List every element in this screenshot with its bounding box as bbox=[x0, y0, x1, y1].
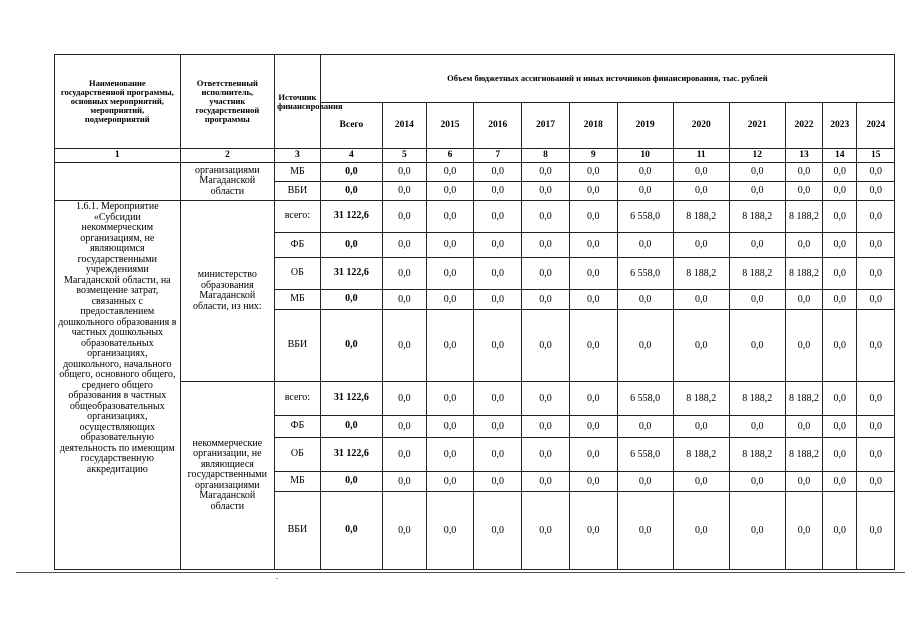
value-cell: 0,0 bbox=[673, 492, 729, 570]
value-cell: 0,0 bbox=[569, 472, 617, 492]
value-cell: 0,0 bbox=[673, 163, 729, 182]
value-cell: 0,0 bbox=[823, 163, 857, 182]
table-row bbox=[55, 163, 895, 182]
column-number: 2 bbox=[180, 149, 274, 163]
source-cell: МБ bbox=[275, 290, 321, 310]
source-cell: ВБИ bbox=[275, 310, 321, 382]
value-cell: 0,0 bbox=[673, 472, 729, 492]
value-cell: 0,0 bbox=[729, 290, 785, 310]
source-cell: МБ bbox=[275, 163, 321, 182]
value-cell: 0,0 bbox=[823, 382, 857, 416]
value-cell: 0,0 bbox=[823, 438, 857, 472]
value-cell: 0,0 bbox=[522, 310, 570, 382]
value-cell: 0,0 bbox=[617, 472, 673, 492]
value-cell: 0,0 bbox=[474, 163, 522, 182]
value-cell: 0,0 bbox=[522, 233, 570, 258]
value-cell: 0,0 bbox=[383, 492, 427, 570]
value-cell: 0,0 bbox=[522, 258, 570, 290]
value-cell: 0,0 bbox=[823, 258, 857, 290]
column-number: 15 bbox=[857, 149, 895, 163]
value-cell: 0,0 bbox=[673, 416, 729, 438]
value-cell: 0,0 bbox=[383, 310, 427, 382]
source-cell: всего: bbox=[275, 201, 321, 233]
value-cell: 0,0 bbox=[785, 472, 822, 492]
value-cell: 0,0 bbox=[569, 492, 617, 570]
total-cell: 0,0 bbox=[320, 310, 382, 382]
total-cell: 0,0 bbox=[320, 163, 382, 182]
value-cell: 0,0 bbox=[857, 258, 895, 290]
value-cell: 0,0 bbox=[785, 290, 822, 310]
value-cell: 0,0 bbox=[857, 233, 895, 258]
value-cell: 0,0 bbox=[569, 416, 617, 438]
value-cell: 8 188,2 bbox=[785, 201, 822, 233]
column-number: 8 bbox=[522, 149, 570, 163]
total-cell: 0,0 bbox=[320, 290, 382, 310]
column-number: 14 bbox=[823, 149, 857, 163]
value-cell: 0,0 bbox=[823, 201, 857, 233]
value-cell: 0,0 bbox=[522, 182, 570, 201]
table-row bbox=[55, 201, 895, 233]
source-cell: ОБ bbox=[275, 438, 321, 472]
column-number: 12 bbox=[729, 149, 785, 163]
value-cell: 6 558,0 bbox=[617, 258, 673, 290]
value-cell: 0,0 bbox=[857, 182, 895, 201]
source-cell: ВБИ bbox=[275, 182, 321, 201]
value-cell: 0,0 bbox=[785, 492, 822, 570]
header-source: Источник финансирования bbox=[275, 55, 321, 149]
value-cell: 0,0 bbox=[383, 258, 427, 290]
column-number: 7 bbox=[474, 149, 522, 163]
header-year: 2023 bbox=[823, 103, 857, 149]
source-cell: ФБ bbox=[275, 416, 321, 438]
value-cell: 8 188,2 bbox=[673, 382, 729, 416]
column-number: 4 bbox=[320, 149, 382, 163]
value-cell: 0,0 bbox=[474, 310, 522, 382]
value-cell: 0,0 bbox=[857, 310, 895, 382]
measure-name: 1.6.1. Мероприятие «Субсидии некоммерческим организациям, не являющимся государственными учреждениями Магаданской области, на возмещение затрат, связанных с предоставлением дошкольного образования в частных дошкольных образовательных организациях, дошкольного, начального общего, основного общего, среднего общего образования в частных общеобразовательных организациях, осуществляющих образовательную деятельность по имеющим государственную аккредитацию bbox=[55, 201, 181, 570]
value-cell: 0,0 bbox=[522, 416, 570, 438]
value-cell: 0,0 bbox=[823, 310, 857, 382]
value-cell: 0,0 bbox=[569, 258, 617, 290]
value-cell: 0,0 bbox=[823, 182, 857, 201]
value-cell: 0,0 bbox=[426, 290, 474, 310]
source-cell: ФБ bbox=[275, 233, 321, 258]
column-number: 13 bbox=[785, 149, 822, 163]
value-cell: 0,0 bbox=[617, 233, 673, 258]
value-cell: 0,0 bbox=[857, 163, 895, 182]
value-cell: 0,0 bbox=[383, 201, 427, 233]
value-cell: 0,0 bbox=[823, 290, 857, 310]
value-cell: 0,0 bbox=[673, 182, 729, 201]
value-cell: 0,0 bbox=[569, 310, 617, 382]
column-number: 3 bbox=[275, 149, 321, 163]
value-cell: 0,0 bbox=[383, 290, 427, 310]
value-cell: 0,0 bbox=[673, 233, 729, 258]
column-number: 6 bbox=[426, 149, 474, 163]
source-cell: ОБ bbox=[275, 258, 321, 290]
header-year: 2019 bbox=[617, 103, 673, 149]
value-cell: 0,0 bbox=[522, 382, 570, 416]
value-cell: 0,0 bbox=[474, 201, 522, 233]
value-cell: 6 558,0 bbox=[617, 438, 673, 472]
value-cell: 0,0 bbox=[474, 416, 522, 438]
value-cell: 8 188,2 bbox=[673, 201, 729, 233]
value-cell: 0,0 bbox=[617, 163, 673, 182]
value-cell: 0,0 bbox=[426, 492, 474, 570]
total-cell: 31 122,6 bbox=[320, 438, 382, 472]
header-year: 2021 bbox=[729, 103, 785, 149]
value-cell: 0,0 bbox=[569, 182, 617, 201]
value-cell: 0,0 bbox=[426, 438, 474, 472]
header-year: 2022 bbox=[785, 103, 822, 149]
value-cell: 0,0 bbox=[474, 182, 522, 201]
empty-name-cell bbox=[55, 163, 181, 201]
value-cell: 0,0 bbox=[383, 233, 427, 258]
value-cell: 0,0 bbox=[426, 472, 474, 492]
value-cell: 0,0 bbox=[617, 310, 673, 382]
value-cell: 0,0 bbox=[617, 290, 673, 310]
value-cell: 0,0 bbox=[785, 310, 822, 382]
value-cell: 0,0 bbox=[474, 492, 522, 570]
source-cell: ВБИ bbox=[275, 492, 321, 570]
executor-cell: некоммерческие организации, не являющиеся государственными организациями Магаданской области bbox=[180, 382, 274, 570]
value-cell: 0,0 bbox=[383, 163, 427, 182]
value-cell: 0,0 bbox=[383, 382, 427, 416]
header-year: 2020 bbox=[673, 103, 729, 149]
value-cell: 0,0 bbox=[729, 182, 785, 201]
value-cell: 0,0 bbox=[673, 290, 729, 310]
header-volume: Объем бюджетных ассигнований и иных источников финансирования, тыс. рублей bbox=[320, 55, 894, 103]
header-year: 2017 bbox=[522, 103, 570, 149]
value-cell: 0,0 bbox=[729, 472, 785, 492]
value-cell: 0,0 bbox=[857, 382, 895, 416]
value-cell: 0,0 bbox=[823, 492, 857, 570]
value-cell: 0,0 bbox=[474, 472, 522, 492]
value-cell: 0,0 bbox=[522, 472, 570, 492]
value-cell: 0,0 bbox=[569, 233, 617, 258]
value-cell: 0,0 bbox=[522, 492, 570, 570]
total-cell: 31 122,6 bbox=[320, 201, 382, 233]
value-cell: 0,0 bbox=[785, 163, 822, 182]
source-cell: МБ bbox=[275, 472, 321, 492]
total-cell: 0,0 bbox=[320, 416, 382, 438]
value-cell: 0,0 bbox=[522, 163, 570, 182]
value-cell: 0,0 bbox=[474, 233, 522, 258]
total-cell: 0,0 bbox=[320, 233, 382, 258]
page-bottom-rule bbox=[16, 572, 905, 573]
value-cell: 0,0 bbox=[426, 233, 474, 258]
value-cell: 0,0 bbox=[729, 492, 785, 570]
value-cell: 0,0 bbox=[474, 382, 522, 416]
total-cell: 31 122,6 bbox=[320, 258, 382, 290]
value-cell: 8 188,2 bbox=[673, 258, 729, 290]
header-total: Всего bbox=[320, 103, 382, 149]
value-cell: 0,0 bbox=[729, 310, 785, 382]
total-cell: 0,0 bbox=[320, 182, 382, 201]
column-number: 9 bbox=[569, 149, 617, 163]
scan-mark bbox=[276, 578, 278, 579]
total-cell: 0,0 bbox=[320, 472, 382, 492]
header-name: Наименование государственной программы, основных мероприятий, мероприятий, подмероприятий bbox=[55, 55, 181, 149]
value-cell: 0,0 bbox=[426, 182, 474, 201]
executor-cell: организациями Магаданской области bbox=[180, 163, 274, 201]
value-cell: 0,0 bbox=[426, 163, 474, 182]
column-number: 5 bbox=[383, 149, 427, 163]
value-cell: 0,0 bbox=[785, 416, 822, 438]
value-cell: 0,0 bbox=[569, 290, 617, 310]
value-cell: 6 558,0 bbox=[617, 201, 673, 233]
value-cell: 0,0 bbox=[383, 438, 427, 472]
value-cell: 8 188,2 bbox=[729, 258, 785, 290]
value-cell: 0,0 bbox=[522, 290, 570, 310]
value-cell: 6 558,0 bbox=[617, 382, 673, 416]
value-cell: 0,0 bbox=[474, 438, 522, 472]
value-cell: 0,0 bbox=[857, 416, 895, 438]
value-cell: 0,0 bbox=[383, 472, 427, 492]
value-cell: 0,0 bbox=[729, 163, 785, 182]
value-cell: 8 188,2 bbox=[785, 438, 822, 472]
value-cell: 0,0 bbox=[426, 201, 474, 233]
executor-cell: министерство образования Магаданской области, из них: bbox=[180, 201, 274, 382]
header-year: 2014 bbox=[383, 103, 427, 149]
total-cell: 31 122,6 bbox=[320, 382, 382, 416]
value-cell: 0,0 bbox=[426, 382, 474, 416]
value-cell: 0,0 bbox=[617, 416, 673, 438]
value-cell: 0,0 bbox=[729, 233, 785, 258]
value-cell: 0,0 bbox=[729, 416, 785, 438]
header-year: 2024 bbox=[857, 103, 895, 149]
value-cell: 0,0 bbox=[522, 438, 570, 472]
value-cell: 0,0 bbox=[785, 182, 822, 201]
source-cell: всего: bbox=[275, 382, 321, 416]
value-cell: 0,0 bbox=[857, 201, 895, 233]
value-cell: 8 188,2 bbox=[729, 201, 785, 233]
value-cell: 8 188,2 bbox=[785, 258, 822, 290]
value-cell: 0,0 bbox=[569, 438, 617, 472]
value-cell: 8 188,2 bbox=[729, 382, 785, 416]
value-cell: 0,0 bbox=[785, 233, 822, 258]
column-number: 11 bbox=[673, 149, 729, 163]
value-cell: 0,0 bbox=[569, 163, 617, 182]
value-cell: 0,0 bbox=[857, 472, 895, 492]
value-cell: 8 188,2 bbox=[785, 382, 822, 416]
header-year: 2018 bbox=[569, 103, 617, 149]
value-cell: 0,0 bbox=[474, 258, 522, 290]
column-number: 1 bbox=[55, 149, 181, 163]
value-cell: 0,0 bbox=[857, 438, 895, 472]
value-cell: 8 188,2 bbox=[729, 438, 785, 472]
header-year: 2016 bbox=[474, 103, 522, 149]
header-executor: Ответственный исполнитель, участник государственной программы bbox=[180, 55, 274, 149]
value-cell: 8 188,2 bbox=[673, 438, 729, 472]
value-cell: 0,0 bbox=[823, 233, 857, 258]
value-cell: 0,0 bbox=[569, 201, 617, 233]
column-number: 10 bbox=[617, 149, 673, 163]
value-cell: 0,0 bbox=[426, 416, 474, 438]
header-year: 2015 bbox=[426, 103, 474, 149]
value-cell: 0,0 bbox=[617, 182, 673, 201]
value-cell: 0,0 bbox=[673, 310, 729, 382]
value-cell: 0,0 bbox=[857, 290, 895, 310]
value-cell: 0,0 bbox=[569, 382, 617, 416]
value-cell: 0,0 bbox=[474, 290, 522, 310]
value-cell: 0,0 bbox=[522, 201, 570, 233]
table-row bbox=[55, 382, 895, 416]
value-cell: 0,0 bbox=[383, 416, 427, 438]
total-cell: 0,0 bbox=[320, 492, 382, 570]
value-cell: 0,0 bbox=[823, 472, 857, 492]
value-cell: 0,0 bbox=[857, 492, 895, 570]
budget-table bbox=[54, 54, 895, 570]
value-cell: 0,0 bbox=[617, 492, 673, 570]
value-cell: 0,0 bbox=[383, 182, 427, 201]
value-cell: 0,0 bbox=[426, 310, 474, 382]
value-cell: 0,0 bbox=[426, 258, 474, 290]
value-cell: 0,0 bbox=[823, 416, 857, 438]
